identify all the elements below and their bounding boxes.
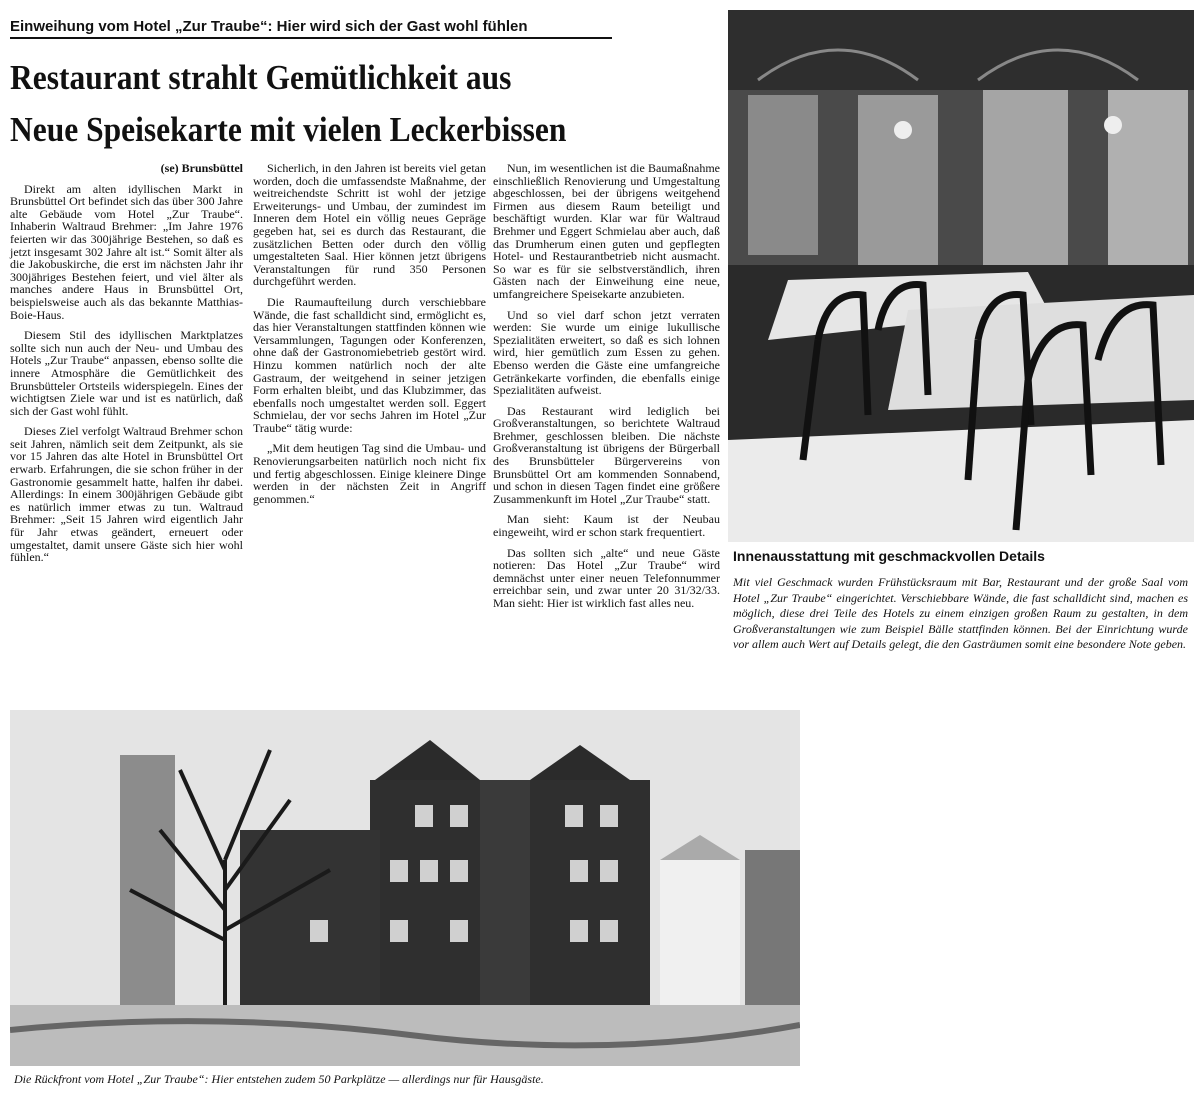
interior-photo [728,10,1194,542]
paragraph: Das sollten sich „alte“ und neue Gäste notieren: Das Hotel „Zur Traube“ wird demnächst unter einer neuen Telefonnummer erreichbar sein, und zwar unter 20 31/32/33. Man sieht: Hier ist wirklich fast alles neu. [493,545,720,610]
exterior-photo [10,710,800,1066]
paragraph: Man sieht: Kaum ist der Neubau eingeweiht, wird er schon stark frequentiert. [493,512,720,540]
article-column-1 [10,162,243,572]
paragraph: Diesem Stil des idyllischen Marktplatzes sollte sich nun auch der Neu- und Umbau des Hotels „Zur Traube“ anpassen, ebenso sollte die innere Atmosphäre die Gemütlichkeit des Brunsbütteler Ortsteils widerspiegeln. Eines der wichtigtsen Ziele war und ist es natürlich, daß sich der Gast wohl fühlt. [10,328,243,418]
headline-sub: Neue Speisekarte mit vielen Leckerbissen [10,110,567,149]
paragraph: Die Raumaufteilung durch verschiebbare Wände, die fast schalldicht sind, ermöglicht es, das hier Veranstaltungen stattfinden können wie Versammlungen, Tagungen oder Konferenzen, ohne daß der Gastronomiebetrieb gestört wird. Hinzu kommen natürlich noch der alte Gastraum, der weitgehend in seiner jetzigen Form erhalten bleibt, und das Klubzimmer, das ebenfalls noch umgestaltet werden soll. Eggert Schmielau, der vor sechs Jahren im Hotel „Zur Traube“ tätig wurde: [253,294,486,435]
dateline: (se) Brunsbüttel [160,161,243,175]
exterior-caption: Die Rückfront vom Hotel „Zur Traube“: Hier entstehen zudem 50 Parkplätze — allerdings nur für Hausgäste. [14,1072,544,1086]
paragraph: Und so viel darf schon jetzt verraten werden: Sie wurde um einige lukullische Spezialitäten erweitert, so daß es sich lohnen wird, hier gemütlich zum Essen zu gehen. Ebenso werden die Gäste eine umfangreiche Getränkekarte vorfinden, die ebenfalls einige Spezialitäten aufweist. [493,307,720,398]
paragraph: Sicherlich, in den Jahren ist bereits viel getan worden, doch die umfassendste Maßnahme, der weitreichendste Schritt ist wohl der jetzige Erweiterungs- und Umbau, der zumindest im Inneren dem Hotel ein völlig neues Gepräge gegeben hat, sei es durch das Restaurant, die zusätzlichen Betten oder durch den völlig umgestalteten Saal. Hier können jetzt übrigens Veranstaltungen für rund 350 Personen durchgeführt werden. [253,161,486,289]
paragraph: „Mit dem heutigen Tag sind die Umbau- und Renovierungsarbeiten natürlich noch nicht fix und fertig abgeschlossen. Einige kleinere Dinge werden in der nächsten Zeit in Angriff genommen.“ [253,441,486,506]
paragraph: Nun, im wesentlichen ist die Baumaßnahme einschließlich Renovierung und Umgestaltung abgeschlossen, bei der übrigens weitgehend Firmen aus diesem Raum beteiligt und beschäftigt wurden. Klar war für Waltraud Brehmer und Eggert Schmielau aber auch, daß das Drumherum einen guten und gepflegten Hotel- und Restaurantbetrieb nicht ausmacht. So war es für sie selbstverständlich, ihren Gästen nach der Einweihung eine neue, umfangreichere Speisekarte anzubieten. [493,161,720,301]
interior-caption-title: Innenausstattung mit geschmackvollen Details [733,548,1045,564]
kicker: Einweihung vom Hotel „Zur Traube“: Hier wird sich der Gast wohl fühlen [10,18,612,39]
paragraph: Dieses Ziel verfolgt Waltraud Brehmer schon seit Jahren, nämlich seit dem Zeitpunkt, als sie vor 15 Jahren das alte Hotel in Brunsbüttel Ort erwarb. Erfahrungen, die sie schon früher in der Gastronomie gesammelt hatte, halfen ihr dabei. Allerdings: In einem 300jährigen Gebäude gibt es natürlich immer etwas zu tun. Waltraud Brehmer: „Seit 15 Jahren wird eigentlich Jahr für Jahr etwas geändert, erneuert oder umgestaltet, damit unsere Gäste sich hier wohl fühlen.“ [10,424,243,565]
article-column-2 [253,162,486,513]
article-column-3 [493,162,720,618]
paragraph: Das Restaurant wird lediglich bei Großveranstaltungen, so berichtete Waltraud Brehmer, geschlossen bleiben. Die nächste Großveranstaltung ist übrigens der Bürgerball des Brunsbütteler Bürgervereins von Brunsbüttel Ort am kommenden Sonnabend, und schon in diesen Tagen findet eine größere Zusammenkunft im Hotel „Zur Traube“ statt. [493,403,720,506]
headline-main: Restaurant strahlt Gemütlichkeit aus [10,58,512,97]
paragraph: Direkt am alten idyllischen Markt in Brunsbüttel Ort befindet sich das über 300 Jahre alte Gebäude vom Hotel „Zur Traube“. Inhaberin Waltraud Brehmer: „Im Jahre 1976 feierten wir das 300jährige Bestehen, so daß es jetzt insgesamt 302 Jahre alt ist.“ Somit älter als die Jakobuskirche, die erst im nächsten Jahr ihr 300jähriges Bestehen feiert, und viel älter als manches andere Haus in Brunsbüttel Ort, beispielsweise auch als das bekannte Matthias-Boie-Haus. [10,181,243,322]
interior-caption-text: Mit viel Geschmack wurden Frühstücksraum mit Bar, Restaurant und der große Saal vom Hotel „Zur Traube“ eingerichtet. Verschiebbare Wände, die fast schalldicht sind, machen es möglich, diese drei Teile des Hotels zu einem einzigen großen Raum zu gestalten, in dem Großveranstaltungen wie zum Beispiel Bälle stattfinden können. Bei der Einrichtung wurde vor allem auch Wert auf Details gelegt, die den Gasträumen somit eine besondere Note geben. [733,575,1188,651]
